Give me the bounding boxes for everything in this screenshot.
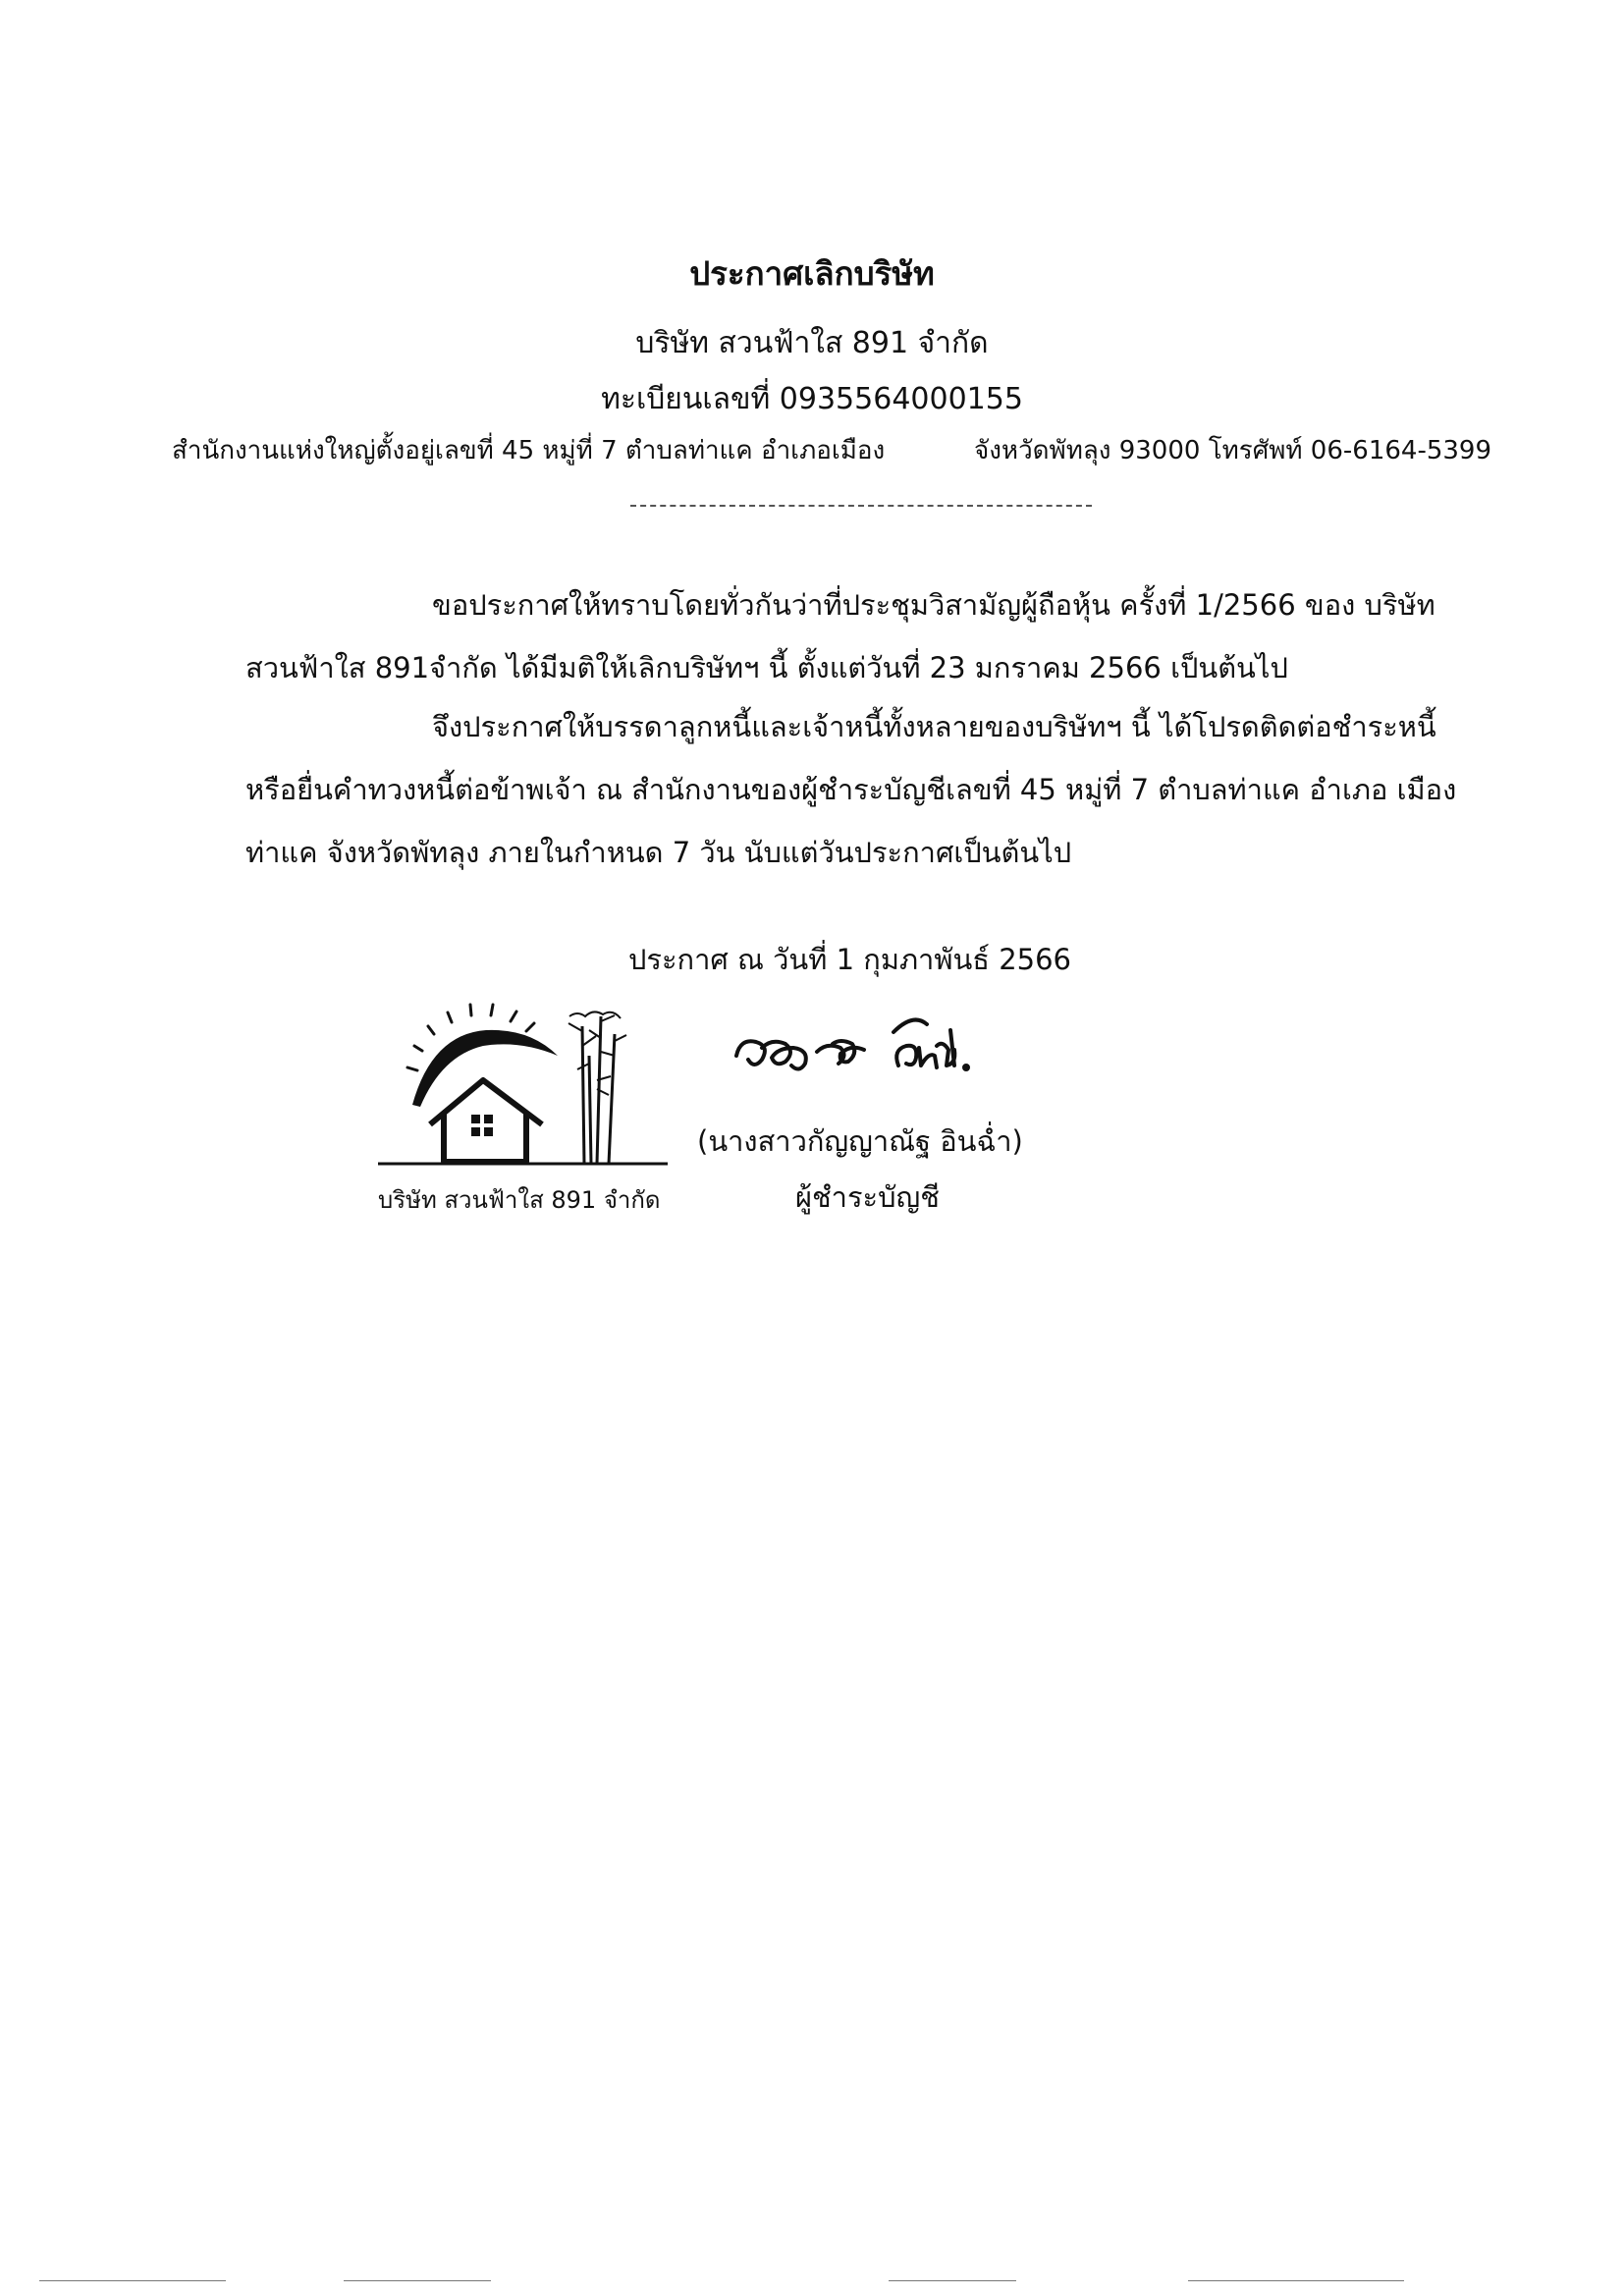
scan-edge-mark bbox=[344, 2280, 491, 2281]
scan-edge-mark bbox=[889, 2280, 1016, 2281]
province-and-phone: จังหวัดพัทลุง 93000 โทรศัพท์ 06-6164-5399 bbox=[974, 436, 1491, 465]
company-name: บริษัท สวนฟ้าใส 891 จำกัด bbox=[635, 326, 989, 360]
handwritten-signature bbox=[727, 997, 1021, 1095]
announcement-paragraph bbox=[245, 574, 1463, 699]
registration-number: ทะเบียนเลขที่ 0935564000155 bbox=[601, 382, 1023, 416]
company-logo bbox=[373, 987, 687, 1183]
office-address: สำนักงานแห่งใหญ่ตั้งอยู่เลขที่ 45 หมู่ที่ 7 ตำบลท่าแค อำเภอเมือง bbox=[172, 436, 886, 465]
window-icon bbox=[471, 1115, 493, 1136]
signatory-name: (นางสาวกัญญาณัฐ อินฉ่ำ) bbox=[697, 1124, 1023, 1158]
scan-edge-mark bbox=[1188, 2280, 1404, 2281]
announcement-date: ประกาศ ณ วันที่ 1 กุมภาพันธ์ 2566 bbox=[628, 943, 1072, 976]
logo-caption: บริษัท สวนฟ้าใส 891 จำกัด bbox=[378, 1186, 661, 1214]
announcement-text: ขอประกาศให้ทราบโดยทั่วกันว่าที่ประชุมวิสามัญผู้ถือหุ้น ครั้งที่ 1/2566 ของ บริษัท สวนฟ้าใส 891จำกัด ได้มีมติให้เลิกบริษัทฯ นี้ ตั้งแต่วันที่ 23 มกราคม 2566 เป็นต้นไป bbox=[245, 588, 1435, 684]
signatory-role: ผู้ชำระบัญชี bbox=[795, 1180, 940, 1214]
header-divider bbox=[630, 505, 1092, 507]
document-title: ประกาศเลิกบริษัท bbox=[689, 254, 935, 293]
sun-arc bbox=[412, 1030, 558, 1107]
creditor-notice-text: จึงประกาศให้บรรดาลูกหนี้และเจ้าหนี้ทั้งหลายของบริษัทฯ นี้ ได้โปรดติดต่อชำระหนี้ หรือยื่นคำทวงหนี้ต่อข้าพเจ้า ณ สำนักงานของผู้ชำระบัญชีเลขที่ 45 หมู่ที่ 7 ตำบลท่าแค อำเภอ เมืองท่าแค จังหวัดพัทลุง ภายในกำหนด 7 วัน นับแต่วันประกาศเป็นต้นไป bbox=[245, 710, 1457, 869]
creditor-notice-paragraph bbox=[245, 695, 1463, 884]
scan-edge-mark bbox=[39, 2280, 226, 2281]
bamboo-icon bbox=[568, 1011, 626, 1164]
